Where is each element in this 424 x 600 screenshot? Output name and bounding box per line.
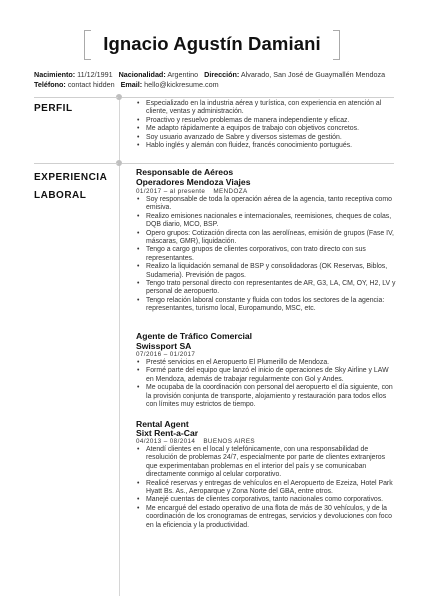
name-header xyxy=(84,30,340,60)
list-item: • Me adapto rápidamente a equipos de trabajo con objetivos concretos. xyxy=(136,125,398,133)
list-item: • Tengo trato personal directo con representantes de AR, G3, LA, CM, OY, H2, LV y personal de aeropuerto. xyxy=(136,280,398,297)
info-line-2 xyxy=(34,80,414,89)
job-title: Responsable de Aéreos xyxy=(136,167,234,177)
timeline-line xyxy=(119,96,120,596)
email-label: Email: xyxy=(120,80,143,89)
job-company: Swissport SA xyxy=(136,341,192,351)
list-item: • Atendí clientes en el local y telefónicamente, con una responsabilidad de resolución de problemas 24/7, especialmente por parte de clientes extranjeros que experimentaban problemas en el interior del país y se comunicaban directamente conmigo al celular corporativo. xyxy=(136,446,398,480)
list-item: • Realizo emisiones nacionales e internacionales, reemisiones, cheques de colas, DQB diario, MCO, BSP. xyxy=(136,213,398,230)
info-line-1 xyxy=(34,70,414,79)
list-item: • Presté servicios en el Aeropuerto El Plumerillo de Mendoza. xyxy=(136,359,398,367)
section-divider xyxy=(122,163,394,164)
list-item: • Tengo relación laboral constante y fluida con todos los sectores de la agencia: representantes, turismo local, Europamundo, MSC, etc. xyxy=(136,297,398,314)
list-item: • Formé parte del equipo que lanzó el inicio de operaciones de Sky Airline y LAW en Mendoza, además de trabajar regularmente con Gol y Andes. xyxy=(136,367,398,384)
email-value: hello@kickresume.com xyxy=(144,80,219,89)
person-name: Ignacio Agustín Damiani xyxy=(103,33,321,54)
address-value: Alvarado, San José de Guaymallén Mendoza xyxy=(240,70,386,79)
list-item: • Realicé reservas y entregas de vehículos en el Aeropuerto de Ezeiza, Hotel Park Hyatt Bs. As., Aeroparque y Zona Norte del GBA, entre otros. xyxy=(136,480,398,497)
list-item: • Realizo la liquidación semanal de BSP y consolidadoras (OK Reservas, Biblos, Sudameria). Previsión de pagos. xyxy=(136,263,398,280)
experience-heading: EXPERIENCIA xyxy=(34,172,108,183)
job-duties-list xyxy=(136,196,398,314)
list-item: • Especializado en la industria aérea y turística, con experiencia en atención al cliente, ventas y administración. xyxy=(136,100,398,117)
address-label: Dirección: xyxy=(204,70,240,79)
job-title: Rental Agent xyxy=(136,419,189,429)
section-divider xyxy=(34,163,118,164)
nationality-value: Argentino xyxy=(167,70,199,79)
job-duties-list xyxy=(136,359,398,409)
job-duties-list xyxy=(136,446,398,530)
list-item: • Soy usuario avanzado de Sabre y diversos sistemas de gestión. xyxy=(136,134,398,142)
section-divider xyxy=(34,97,118,98)
job-dates xyxy=(136,351,195,358)
job-company: Sixt Rent-a-Car xyxy=(136,428,199,438)
nationality-label: Nacionalidad: xyxy=(118,70,166,79)
experience-heading-line2: LABORAL xyxy=(34,190,87,201)
job-dates xyxy=(136,438,255,445)
job-dates xyxy=(136,188,248,195)
job-title: Agente de Tráfico Comercial xyxy=(136,331,253,341)
job-company: Operadores Mendoza Viajes xyxy=(136,177,251,187)
list-item: • Me ocupaba de la coordinación con personal del aeropuerto el día siguiente, con la provisión conjunta de transporte, alojamiento y restauración para todos ellos con límites muy estrictos de tiempo. xyxy=(136,384,398,409)
list-item: • Tengo a cargo grupos de clientes corporativos, con trato directo con sus representantes. xyxy=(136,246,398,263)
list-item: • Opero grupos: Cotización directa con las aerolíneas, emisión de grupos (Fase IV, máscaras, GMR), liquidación. xyxy=(136,230,398,247)
list-item: • Proactivo y resuelvo problemas de manera independiente y eficaz. xyxy=(136,117,398,125)
list-item: • Soy responsable de toda la operación aérea de la agencia, tanto receptiva como emisiva. xyxy=(136,196,398,213)
list-item: • Hablo inglés y alemán con fluidez, francés conocimiento portugués. xyxy=(136,142,398,150)
list-item: • Me encargué del estado operativo de una flota de más de 30 vehículos, y de la coordinación de los cronogramas de entregas, servicios y devoluciones con foco en la eficiencia y la productividad. xyxy=(136,505,398,530)
profile-list xyxy=(136,100,398,150)
birth-value: 11/12/1991 xyxy=(77,70,113,79)
job-location: MENDOZA xyxy=(213,188,248,195)
job-location: BUENOS AIRES xyxy=(203,438,256,445)
job-date-range: 04/2013 – 08/2014 xyxy=(136,438,196,445)
birth-label: Nacimiento: xyxy=(34,70,76,79)
phone-label: Teléfono: xyxy=(34,80,66,89)
profile-heading: PERFIL xyxy=(34,103,73,114)
job-date-range: 07/2016 – 01/2017 xyxy=(136,351,196,358)
job-date-range: 01/2017 – al presente xyxy=(136,188,206,195)
section-divider xyxy=(122,97,394,98)
phone-value: contact hidden xyxy=(67,80,115,89)
list-item: • Manejé cuentas de clientes corporativos, tanto nacionales como corporativos. xyxy=(136,496,398,504)
